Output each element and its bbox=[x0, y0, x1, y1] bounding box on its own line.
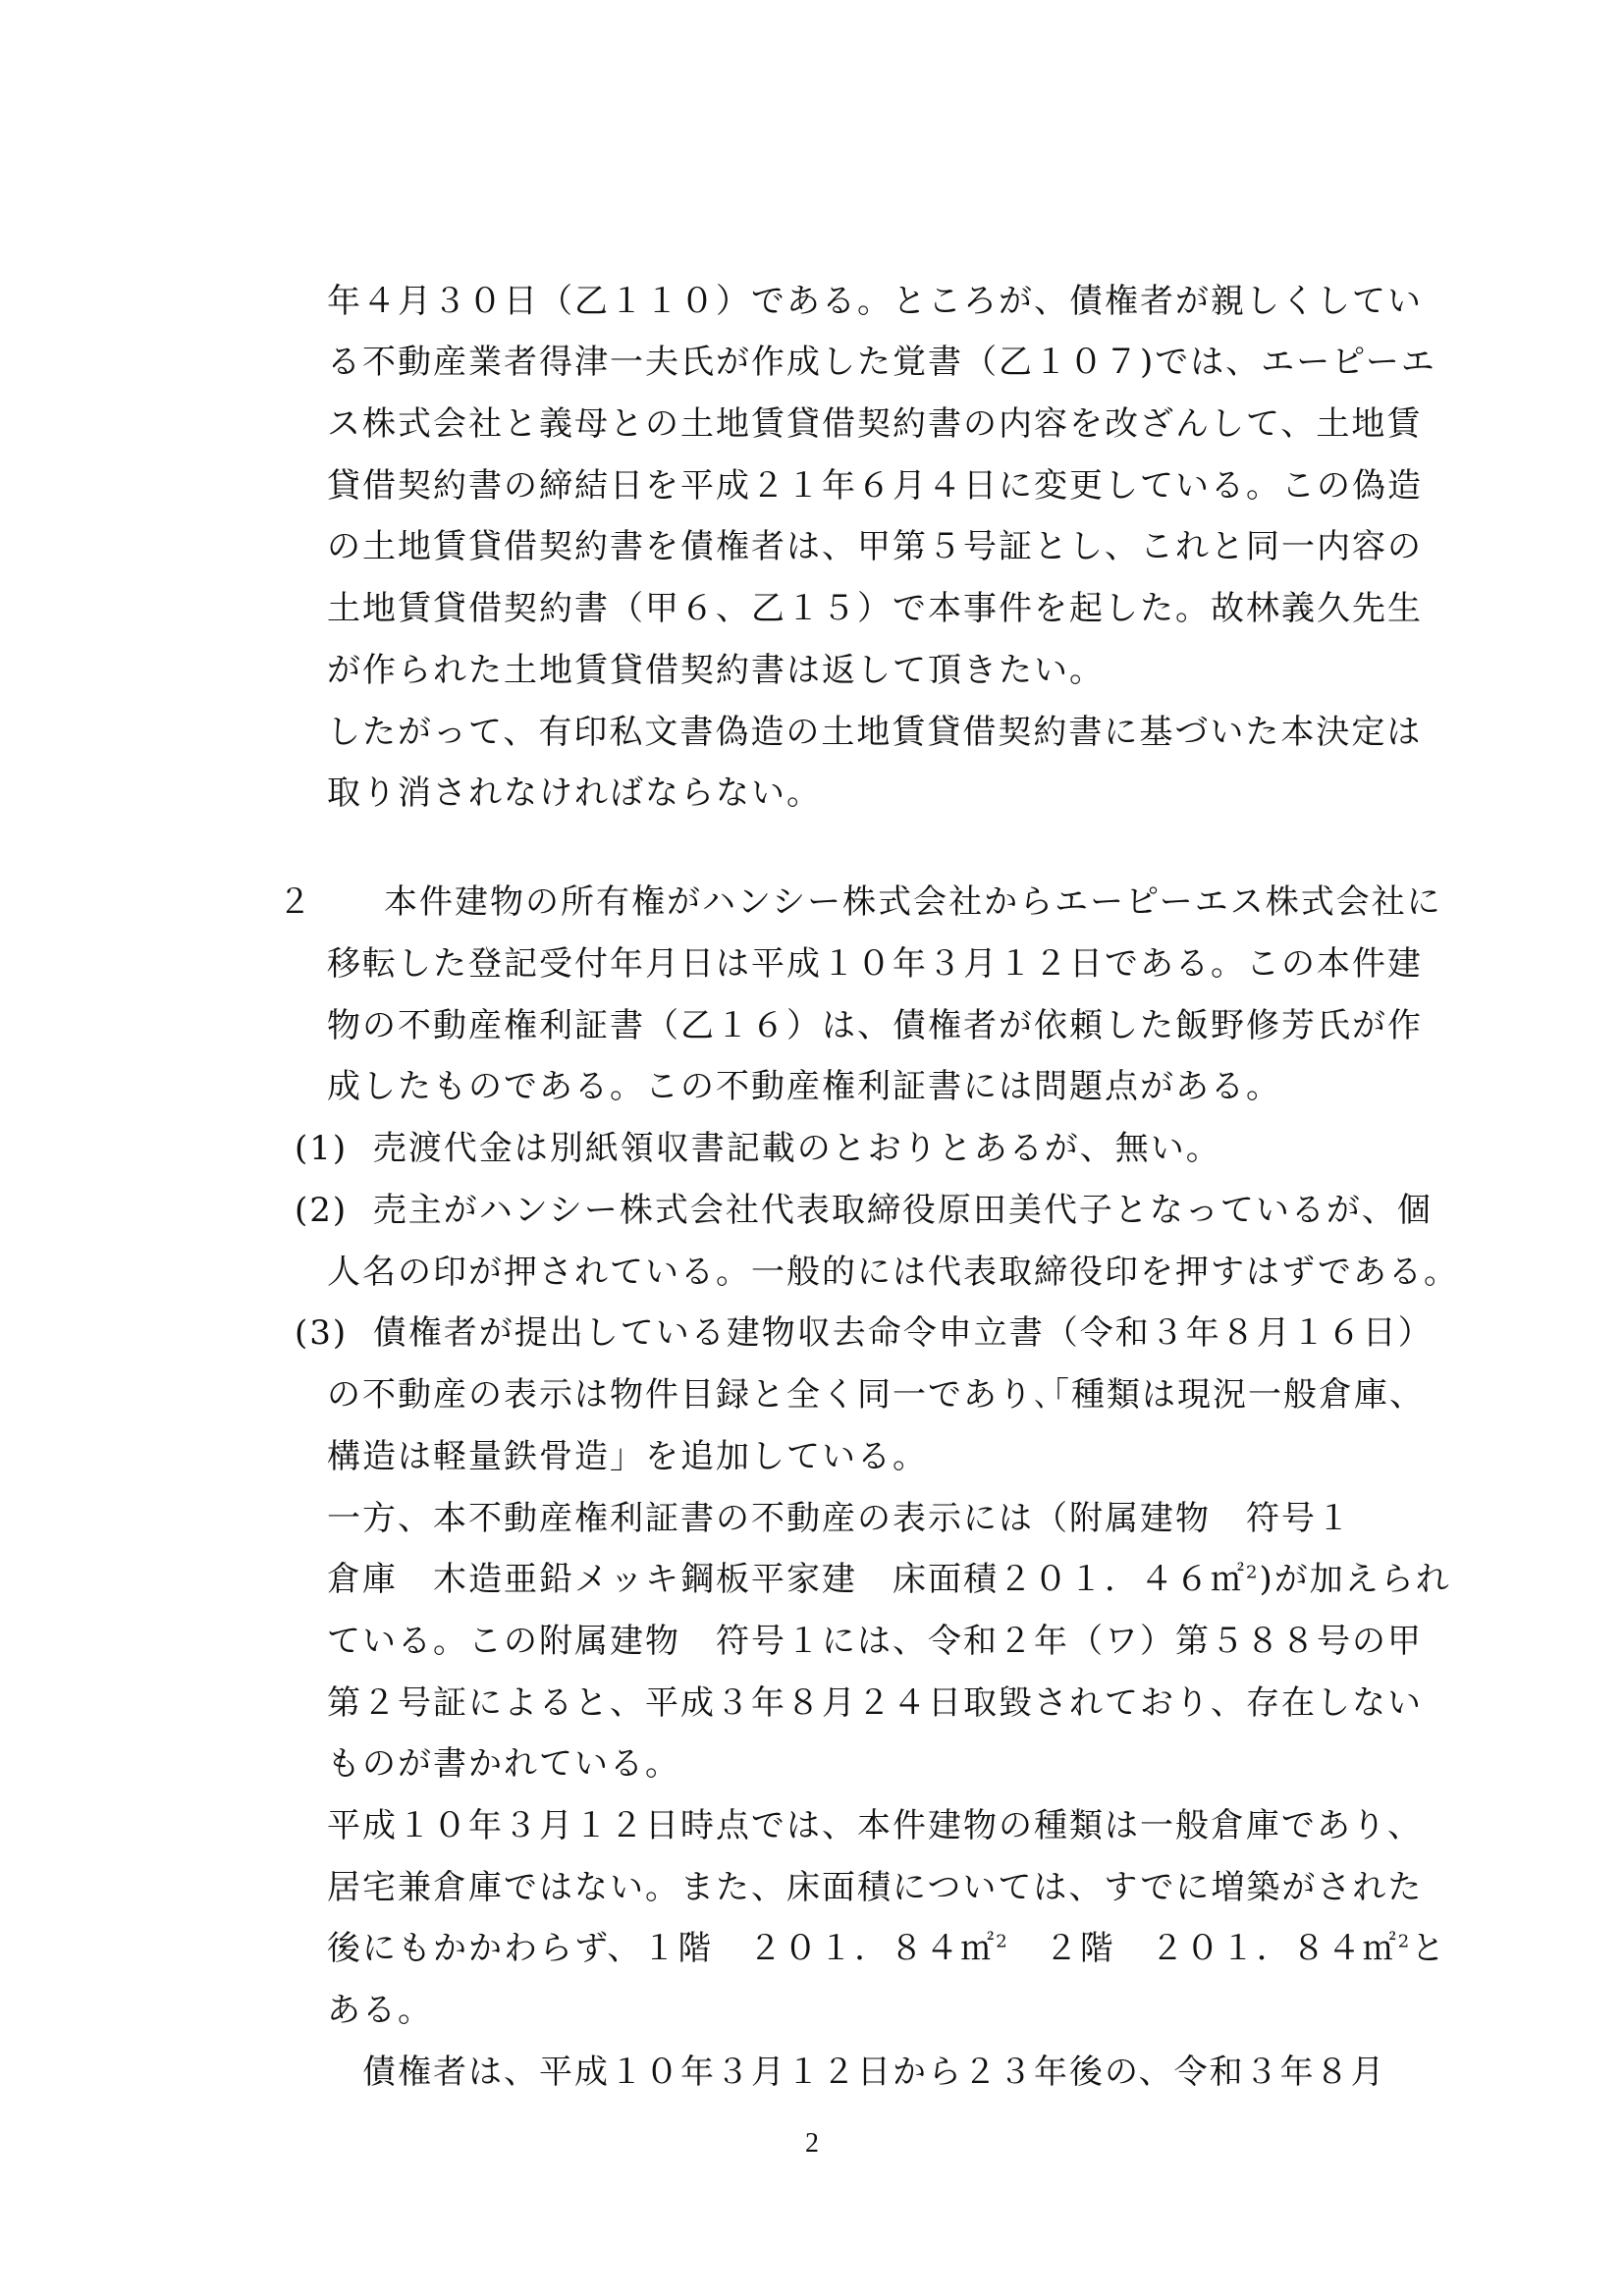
text-segment: 後にもかかわらず、１階 ２０１．８４㎡ bbox=[327, 1929, 997, 1968]
list-item-2: (2) 売主がハンシー株式会社代表取締役原田美代子となっているが、個 bbox=[295, 1191, 1433, 1230]
text-line: 取り消されなければならない。 bbox=[327, 774, 822, 813]
text-line: 債権者は、平成１０年３月１２日から２３年後の、令和３年８月 bbox=[327, 2053, 1386, 2092]
text-line: が作られた土地賃貸借契約書は返して頂きたい。 bbox=[327, 651, 1105, 690]
text-line: ものが書かれている。 bbox=[327, 1744, 680, 1784]
text-line: の不動産の表示は物件目録と全く同一であり､｢種類は現況一般倉庫、 bbox=[327, 1375, 1425, 1415]
text-line: 平成１０年３月１２日時点では、本件建物の種類は一般倉庫であり、 bbox=[327, 1806, 1423, 1845]
page-number: 2 bbox=[805, 2128, 819, 2159]
text-line: る不動産業者得津一夫氏が作成した覚書（乙１０７)では、エーピーエ bbox=[327, 343, 1436, 382]
list-item-3: (3) 債権者が提出している建物収去命令申立書（令和３年８月１６日） bbox=[295, 1313, 1434, 1353]
text-line: 土地賃貸借契約書（甲６、乙１５）で本事件を起した。故林義久先生 bbox=[327, 589, 1423, 628]
superscript: 2 bbox=[1246, 1562, 1260, 1583]
text-line: 人名の印が押されている。一般的には代表取締役印を押すはずである。 bbox=[327, 1253, 1460, 1292]
superscript: 2 bbox=[996, 1931, 1009, 1952]
text-line: 年４月３０日（乙１１０）である。ところが、債権者が親しくしてい bbox=[327, 282, 1423, 321]
text-segment bbox=[1009, 1929, 1045, 1968]
text-line bbox=[327, 1929, 1447, 1968]
text-line: 成したものである。この不動産権利証書には問題点がある。 bbox=[327, 1067, 1281, 1106]
text-segment: 倉庫 木造亜鉛メッキ鋼板平家建 床面積２０１．４６㎡ bbox=[327, 1560, 1246, 1599]
section-heading-line: ２ 本件建物の所有権がハンシー株式会社からエーピーエス株式会社に bbox=[278, 882, 1442, 922]
text-line: ある。 bbox=[327, 1991, 433, 2030]
text-line: ている。この附属建物 符号１には、令和２年（ワ）第５８８号の甲 bbox=[327, 1622, 1423, 1661]
text-segment: ２階 ２０１．８４㎡ bbox=[1044, 1929, 1398, 1968]
text-line: 一方、本不動産権利証書の不動産の表示には（附属建物 符号１ bbox=[327, 1499, 1352, 1538]
text-line: 構造は軽量鉄骨造」を追加している。 bbox=[327, 1437, 928, 1476]
text-line: 貸借契約書の締結日を平成２１年６月４日に変更している。この偽造 bbox=[327, 466, 1423, 506]
text-line: ス株式会社と義母との土地賃貸借契約書の内容を改ざんして、土地賃 bbox=[327, 404, 1423, 444]
text-line: したがって、有印私文書偽造の土地賃貸借契約書に基づいた本決定は bbox=[327, 713, 1423, 752]
text-line bbox=[327, 1560, 1451, 1599]
text-segment: )が加えられ bbox=[1259, 1560, 1451, 1599]
text-line: 居宅兼倉庫ではない。また、床面積については、すでに増築がされた bbox=[327, 1868, 1424, 1907]
text-line: の土地賃貸借契約書を債権者は、甲第５号証とし、これと同一内容の bbox=[327, 527, 1423, 566]
list-item-1: (1) 売渡代金は別紙領収書記載のとおりとあるが、無い。 bbox=[295, 1129, 1221, 1168]
superscript: 2 bbox=[1397, 1931, 1412, 1952]
text-line: 第２号証によると、平成３年８月２４日取毀されており、存在しない bbox=[327, 1683, 1423, 1723]
text-segment: と bbox=[1411, 1929, 1447, 1968]
text-line: 物の不動産権利証書（乙１６）は、債権者が依頼した飯野修芳氏が作 bbox=[327, 1006, 1423, 1045]
text-line: 移転した登記受付年月日は平成１０年３月１２日である。この本件建 bbox=[327, 944, 1423, 984]
